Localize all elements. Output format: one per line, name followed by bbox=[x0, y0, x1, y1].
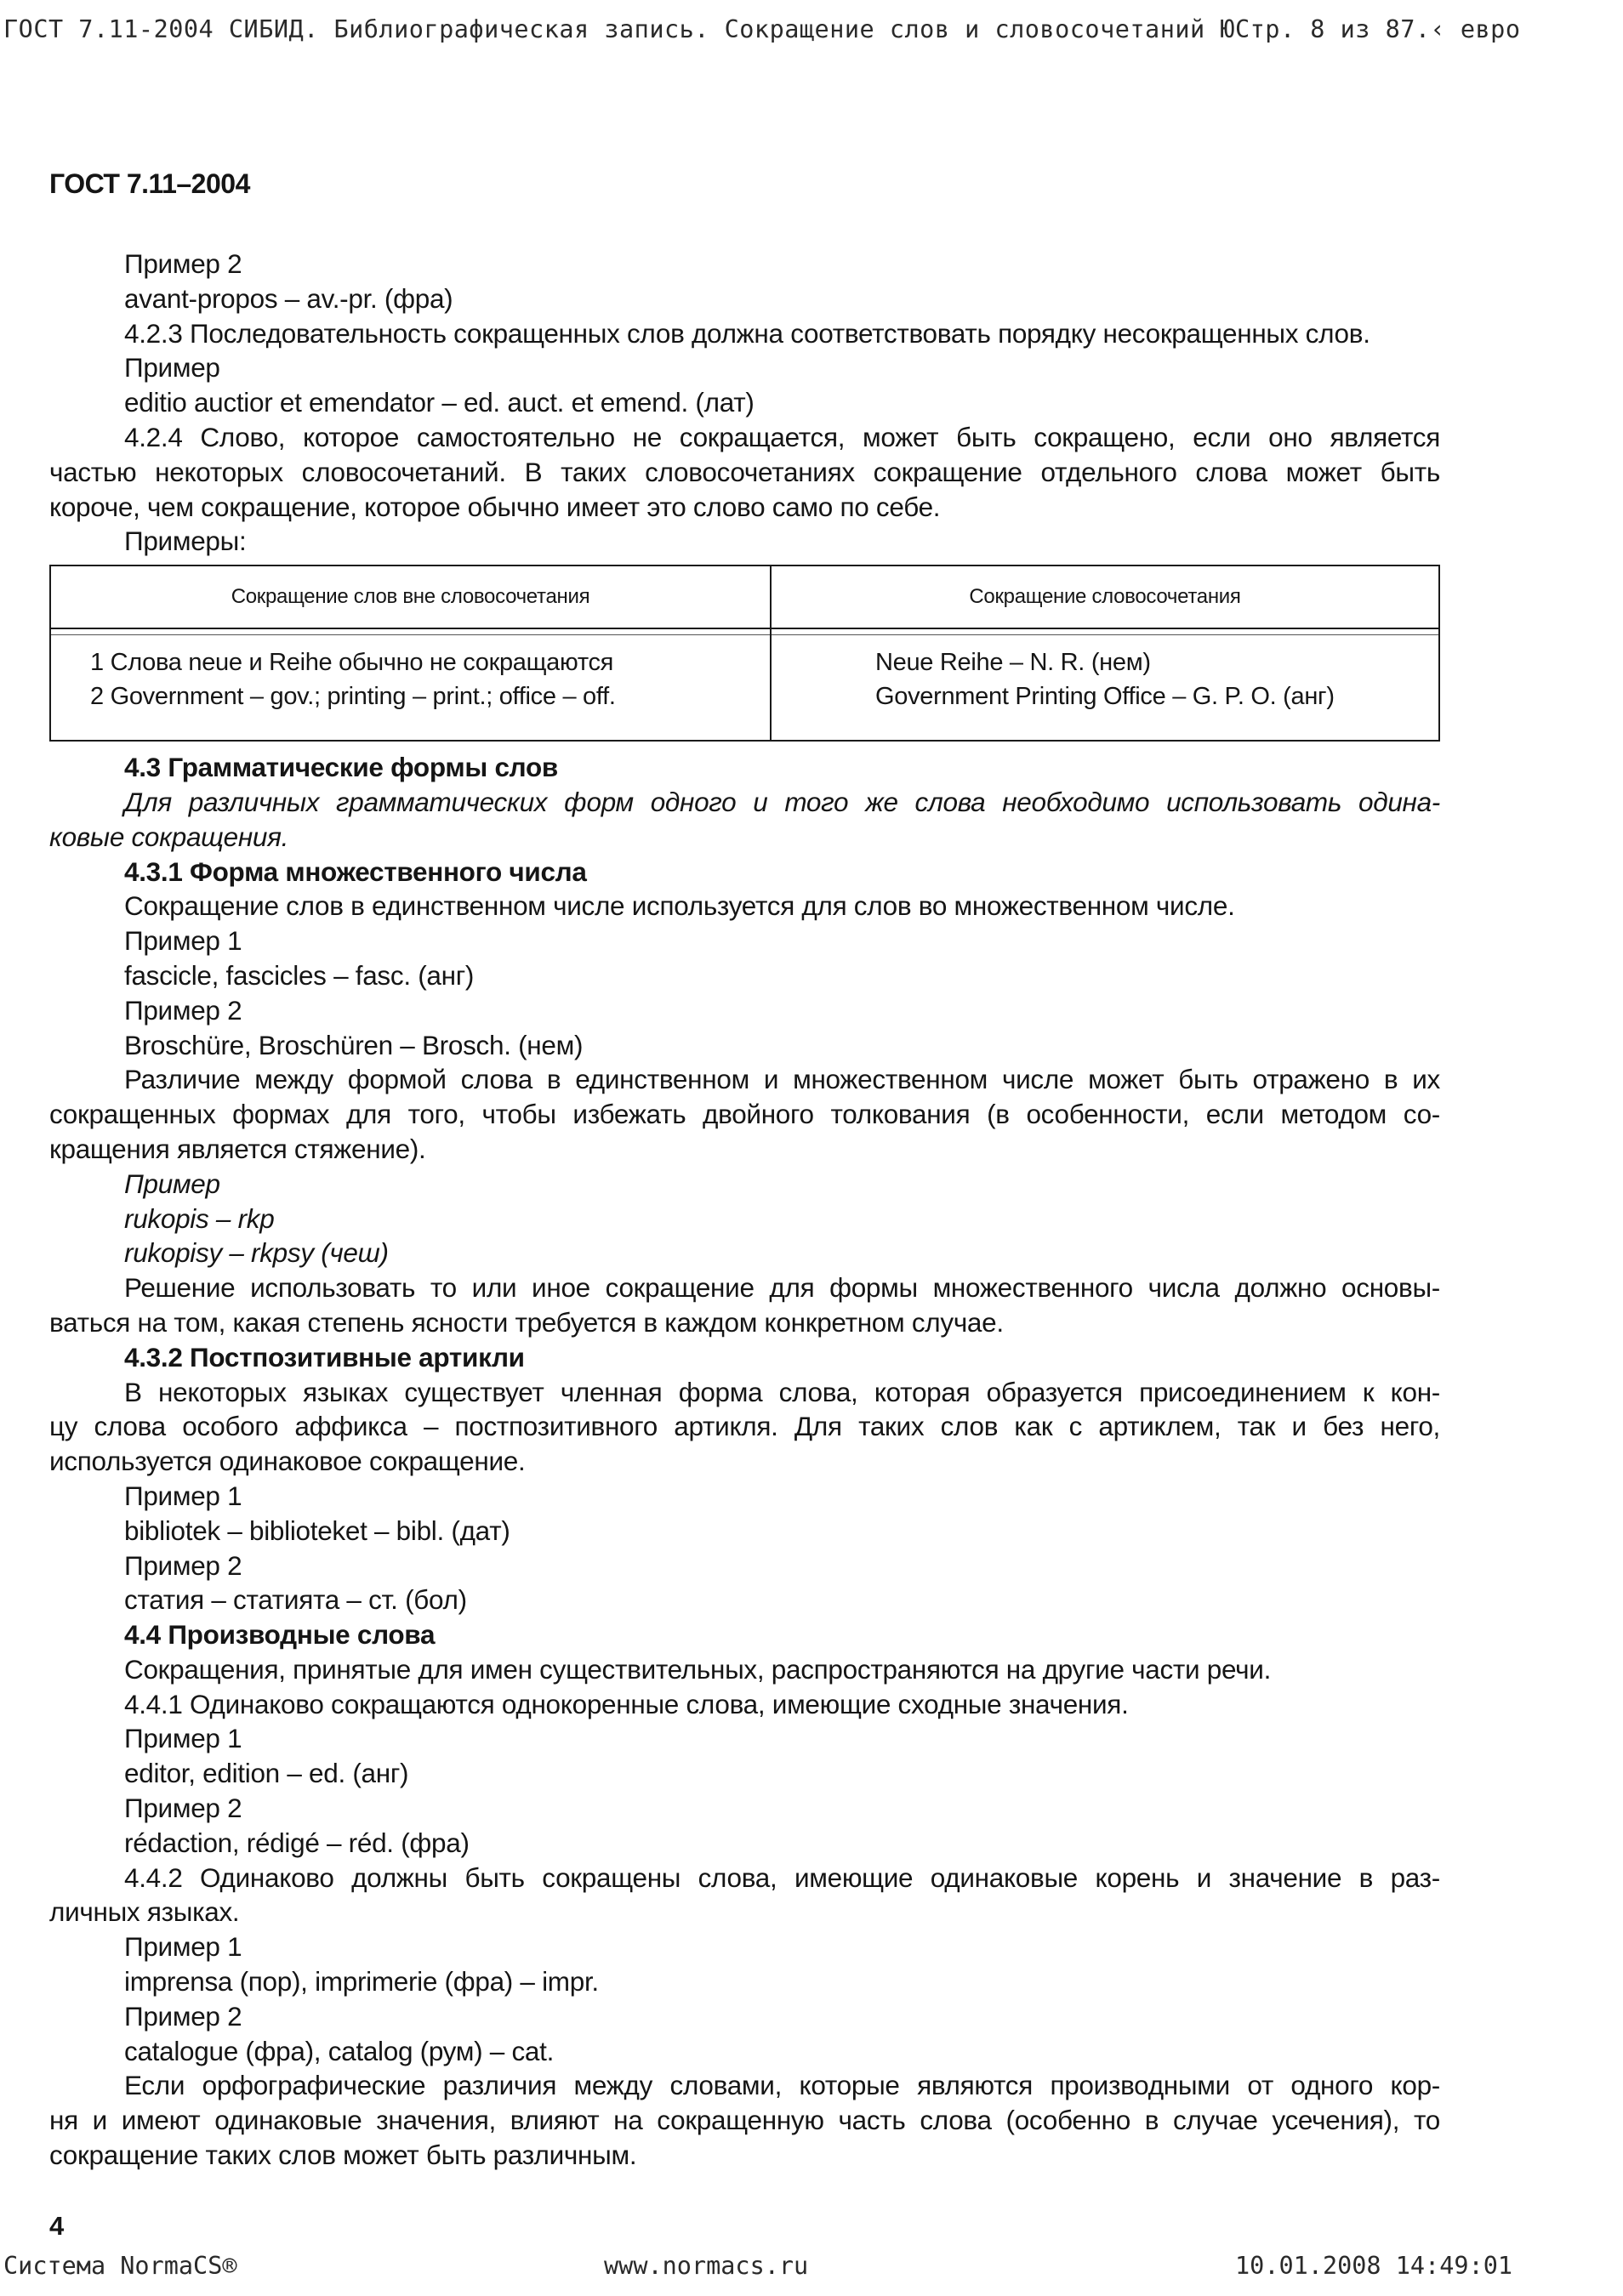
paragraph-line: ваться на том, какая степень ясности требуется в каждом конкретном случае. bbox=[49, 1306, 1004, 1338]
paragraph-line: Решение использовать то или иное сокращение для формы множественного числа должно основы- bbox=[124, 1272, 1440, 1304]
document-body bbox=[49, 247, 1440, 2173]
footer-left: Система NormaCS® bbox=[3, 2252, 237, 2280]
footer-timestamp: 10.01.2008 14:49:01 bbox=[1235, 2252, 1513, 2280]
example-text: avant-propos – av.-pr. (фра) bbox=[124, 282, 453, 314]
table-cell-line: Government Printing Office – G. P. O. (анг) bbox=[875, 683, 1335, 711]
document-heading: ГОСТ 7.11–2004 bbox=[49, 168, 250, 199]
example-text: editor, edition – ed. (анг) bbox=[124, 1758, 409, 1789]
clause-4-4-1: 4.4.1 Одинаково сокращаются однокоренные слова, имеющие сходные значения. bbox=[124, 1688, 1129, 1719]
table-cell-line: Neue Reihe – N. R. (нем) bbox=[875, 649, 1151, 677]
browser-title-bar: ГОСТ 7.11-2004 СИБИД. Библиографическая запись. Сокращение слов и словосочетаний ЮСтр. 8 из 87.‹ евро bbox=[3, 15, 1521, 43]
example-text: imprensa (пор), imprimerie (фра) – impr. bbox=[124, 1966, 599, 1998]
paragraph-line: используется одинаковое сокращение. bbox=[49, 1446, 526, 1477]
paragraph-line: Если орфографические различия между словами, которые являются производными от одного кор- bbox=[124, 2070, 1440, 2101]
section-heading-4-4: 4.4 Производные слова bbox=[124, 1619, 436, 1651]
paragraph-line: Сокращение слов в единственном числе используется для слов во множественном числе. bbox=[124, 890, 1235, 922]
clause-4-4-2-line: личных языках. bbox=[49, 1896, 240, 1928]
table-column-left bbox=[51, 566, 772, 740]
examples-label: Примеры: bbox=[124, 526, 247, 557]
table-header-cell: Сокращение словосочетания bbox=[969, 584, 1241, 608]
clause-4-2-3: 4.2.3 Последовательность сокращенных слов должна соответствовать порядку несокращенных слов. bbox=[124, 317, 1370, 349]
example-label: Пример 1 bbox=[124, 1480, 242, 1511]
table-cell-line: 1 Слова neue и Reihe обычно не сокращаются bbox=[90, 649, 614, 677]
section-heading-4-3-1: 4.3.1 Форма множественного числа bbox=[124, 855, 587, 887]
example-text: bibliotek – biblioteket – bibl. (дат) bbox=[124, 1515, 510, 1546]
example-text: rédaction, rédigé – réd. (фра) bbox=[124, 1827, 470, 1858]
table-cell-line: 2 Government – gov.; printing – print.; office – off. bbox=[90, 683, 616, 711]
example-text: editio auctior et emendator – ed. auct. et emend. (лат) bbox=[124, 387, 755, 418]
table-cell bbox=[51, 635, 770, 713]
paragraph-line: сокращенных формах для того, чтобы избежать двойного толкования (в особенности, если методом со- bbox=[49, 1099, 1440, 1130]
example-label: Пример bbox=[124, 352, 220, 384]
paragraph-line: кращения является стяжение). bbox=[49, 1133, 426, 1164]
table-cell bbox=[772, 635, 1438, 713]
example-label: Пример 1 bbox=[124, 1931, 242, 1963]
italic-paragraph-line: Для различных грамматических форм одного и того же слова необходимо использовать одина- bbox=[124, 786, 1440, 817]
page-number: 4 bbox=[49, 2211, 65, 2241]
example-label: Пример 1 bbox=[124, 1723, 242, 1754]
example-text: rukopis – rkp bbox=[124, 1202, 275, 1234]
clause-4-4-2-line: 4.4.2 Одинаково должны быть сокращены слова, имеющие одинаковые корень и значение в раз- bbox=[124, 1861, 1440, 1893]
example-text: catalogue (фра), catalog (рум) – cat. bbox=[124, 2035, 555, 2066]
paragraph-line: Различие между формой слова в единственном и множественном числе может быть отражено в их bbox=[124, 1064, 1440, 1095]
table-header-divider bbox=[772, 628, 1438, 635]
footer-url: www.normacs.ru bbox=[604, 2252, 809, 2280]
paragraph-line: Сокращения, принятые для имен существительных, распространяются на другие части речи. bbox=[124, 1653, 1272, 1685]
example-label: Пример bbox=[124, 1168, 220, 1199]
table-column-right bbox=[772, 566, 1438, 740]
table-header-cell: Сокращение слов вне словосочетания bbox=[231, 584, 590, 608]
clause-4-2-4-line: короче, чем сокращение, которое обычно имеет это слово само по себе. bbox=[49, 491, 941, 522]
example-label: Пример 2 bbox=[124, 2000, 242, 2032]
examples-table bbox=[49, 565, 1440, 742]
example-label: Пример 2 bbox=[124, 1549, 242, 1581]
paragraph-line: В некоторых языках существует членная форма слова, которая образуется присоединением к кон- bbox=[124, 1376, 1440, 1407]
section-heading-4-3: 4.3 Грамматические формы слов bbox=[124, 752, 558, 783]
italic-paragraph-line: ковые сокращения. bbox=[49, 821, 289, 852]
table-header-divider bbox=[51, 628, 770, 635]
paragraph-line: цу слова особого аффикса – постпозитивного артикля. Для таких слов как с артиклем, так и без него, bbox=[49, 1411, 1440, 1442]
example-label: Пример 2 bbox=[124, 1793, 242, 1824]
example-text: статия – статията – ст. (бол) bbox=[124, 1584, 467, 1616]
clause-4-2-4-line: частью некоторых словосочетаний. В таких словосочетаниях сокращение отдельного слова может быть bbox=[49, 456, 1440, 487]
section-heading-4-3-2: 4.3.2 Постпозитивные артикли bbox=[124, 1341, 525, 1372]
example-text: Broschüre, Broschüren – Brosch. (нем) bbox=[124, 1029, 584, 1060]
paragraph-line: ня и имеют одинаковые значения, влияют на сокращенную часть слова (особенно в случае усечения), то bbox=[49, 2105, 1440, 2136]
paragraph-line: сокращение таких слов может быть различным. bbox=[49, 2140, 637, 2171]
example-text: rukopisy – rkpsy (чеш) bbox=[124, 1237, 389, 1269]
clause-4-2-4-line: 4.2.4 Слово, которое самостоятельно не сокращается, может быть сокращено, если оно является bbox=[124, 421, 1440, 452]
example-label: Пример 2 bbox=[124, 994, 242, 1026]
example-label: Пример 1 bbox=[124, 925, 242, 957]
example-text: fascicle, fascicles – fasc. (анг) bbox=[124, 959, 475, 991]
example-label: Пример 2 bbox=[124, 248, 242, 279]
